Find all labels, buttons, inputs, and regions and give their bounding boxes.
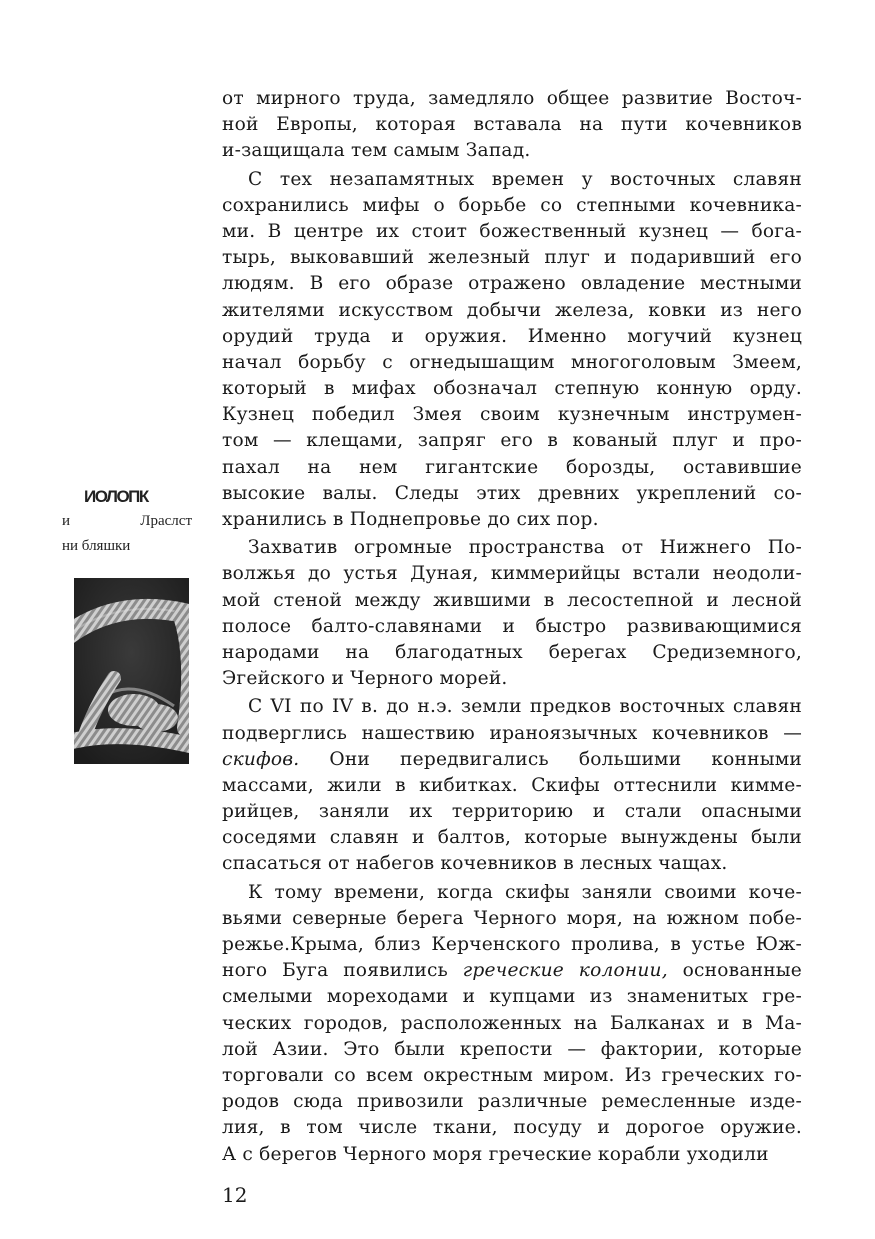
text-line: высокие валы. Следы этих древних укреплений со- <box>222 482 802 504</box>
text-line: соседями славян и балтов, которые вынуждены были <box>222 827 802 849</box>
text-line: который в мифах обозначал степную конную орду. <box>222 378 802 400</box>
illustration-caption <box>62 484 192 559</box>
text-line: ного Буга появились греческие колонии, основанные <box>222 960 802 982</box>
text-line: том — клещами, запряг его в кованый плуг и про- <box>222 430 802 452</box>
text-line: А с берегов Черного моря греческие корабли уходили <box>222 1143 769 1165</box>
text-line: Кузнец победил Змея своим кузнечным инструмен- <box>222 404 802 426</box>
text-line: массами, жили в кибитках. Скифы оттеснили кимме- <box>222 774 802 796</box>
page-number: 12 <box>222 1183 248 1207</box>
text-line: ной Европы, которая вставала на пути кочевников <box>222 114 802 136</box>
text-line: С тех незапамятных времен у восточных славян <box>248 168 802 190</box>
text-line: жителями искусством добычи железа, ковки из него <box>222 299 802 321</box>
text-line: и-защищала тем самым Запад. <box>222 140 531 162</box>
text-line: лой Азии. Это были крепости — фактории, которые <box>222 1038 802 1060</box>
caption-line-1: и Лраслст <box>62 513 192 529</box>
text-line: людям. В его образе отражено овладение местными <box>222 273 802 295</box>
text-line: смелыми мореходами и купцами из знаменитых гре- <box>222 986 802 1008</box>
paragraph <box>222 694 802 877</box>
text-line: начал борьбу с огнедышащим многоголовым Змеем, <box>222 351 802 373</box>
text-line: родов сюда привозили различные ремесленные изде- <box>222 1091 802 1113</box>
text-line: тырь, выковавший железный плуг и подаривший его <box>222 247 802 269</box>
text-line: ми. В центре их стоит божественный кузнец — бога- <box>222 220 802 242</box>
text-line: рийцев, заняли их территорию и стали опасными <box>222 801 802 823</box>
paragraph <box>222 880 802 1168</box>
bracelet-photo <box>74 578 189 764</box>
text-line: народами на благодатных берегах Средиземного, <box>222 641 802 663</box>
text-line: торговали со всем окрестным миром. Из греческих го- <box>222 1064 802 1086</box>
main-text-body <box>222 86 802 1168</box>
text-line: спасаться от набегов кочевников в лесных чащах. <box>222 853 728 875</box>
paragraph <box>222 535 802 692</box>
text-line: К тому времени, когда скифы заняли своими коче- <box>248 881 802 903</box>
text-line: подверглись нашествию ираноязычных кочевников — <box>222 722 802 744</box>
text-line: полосе балто-славянами и быстро развивающимися <box>222 615 802 637</box>
text-line: орудий труда и оружия. Именно могучий кузнец <box>222 325 802 347</box>
text-line: скифов. Они передвигались большими конными <box>222 748 802 770</box>
text-line: С VI по IV в. до н.э. земли предков восточных славян <box>248 696 802 718</box>
paragraph <box>222 86 802 165</box>
text-line: режье.Крыма, близ Керченского пролива, в устье Юж- <box>222 934 802 955</box>
paragraph <box>222 167 802 534</box>
caption-line-2: ни бляшки <box>62 538 131 554</box>
caption-title: ИОЛОПК <box>84 487 148 506</box>
text-line: от мирного труда, замедляло общее развитие Восточ- <box>222 88 802 109</box>
text-line: волжья до устья Дуная, киммерийцы встали неодоли- <box>222 563 802 585</box>
text-line: Захватив огромные пространства от Нижнего По- <box>248 537 802 559</box>
text-line: мой стеной между жившими в лесостепной и лесной <box>222 589 802 611</box>
text-line: вьями северные берега Черного моря, на южном побе- <box>222 907 802 929</box>
text-line: хранились в Поднепровье до сих пор. <box>222 509 599 530</box>
text-line: пахал на нем гигантские борозды, оставившие <box>222 456 802 478</box>
text-line: Эгейского и Черного морей. <box>222 668 508 690</box>
bracelet-image <box>74 578 189 764</box>
text-line: сохранились мифы о борьбе со степными кочевника- <box>222 194 802 216</box>
text-line: ческих городов, расположенных на Балканах и в Ма- <box>222 1012 802 1034</box>
text-line: лия, в том числе ткани, посуду и дорогое оружие. <box>222 1117 802 1139</box>
